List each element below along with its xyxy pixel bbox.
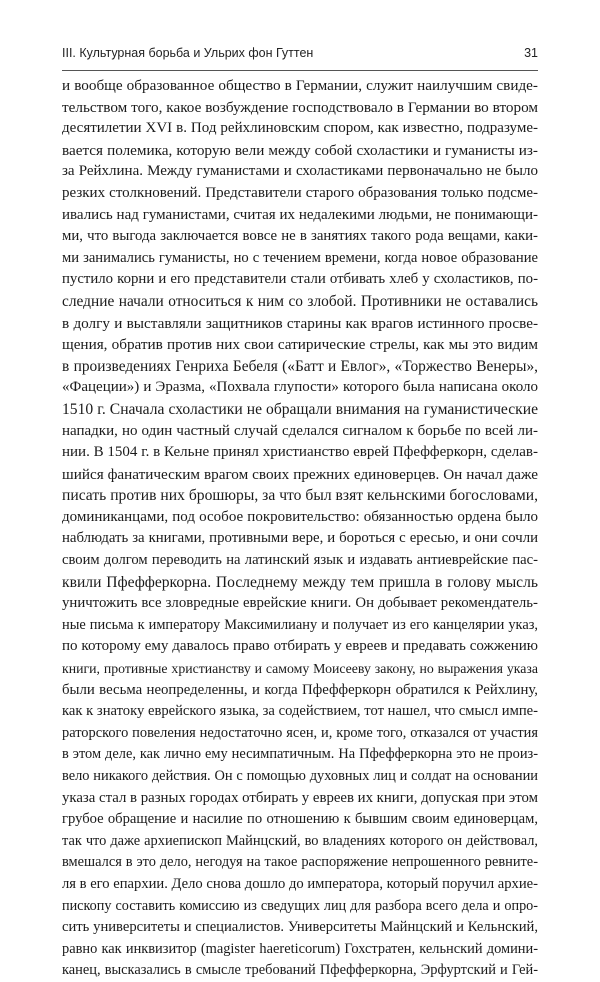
text-line: ми занимались гуманисты, но с течением времени, когда новое образование bbox=[62, 249, 538, 266]
text-line: доминиканцами, под особое покровительство: обязанностью ордена было bbox=[62, 508, 538, 525]
text-line: раторского повеления недостаточно ясен, и, кроме того, отказался от участия bbox=[62, 724, 538, 741]
text-line: 1510 г. Сначала схоластики не обращали внимания на гуманистические bbox=[62, 400, 538, 418]
text-line: канец, высказались в смысле требований Пфефферкорна, Эрфуртский и Гей- bbox=[62, 962, 538, 979]
text-line: «Фацеции») и Эразма, «Похвала глупости» которого была написана около bbox=[62, 379, 538, 396]
text-line: и вообще образованное общество в Германии, служит наилучшим свиде- bbox=[62, 77, 538, 94]
text-line: ля в его епархии. Дело снова дошло до императора, который поручил архие- bbox=[62, 875, 538, 892]
text-line: грубое обращение и насилие по отношению к бывшим своим единоверцам, bbox=[62, 811, 538, 828]
text-line: ные письма к императору Максимилиану и получает из его канцелярии указ, bbox=[62, 616, 538, 633]
text-line: по которому ему давалось право отбирать у евреев и предавать сожжению bbox=[62, 638, 538, 655]
text-line: пустило корни и его представители стали отбивать хлеб у схоластиков, по- bbox=[62, 271, 538, 288]
text-line: вается полемика, которую вели между собой схоластики и гуманисты из- bbox=[62, 141, 538, 159]
running-header bbox=[62, 46, 538, 64]
text-line: равно как инквизитор (magister haereticorum) Гохстратен, кельнский домини- bbox=[62, 940, 538, 957]
text-line: вело никакого действия. Он с помощью духовных лиц и солдат на основании bbox=[62, 768, 538, 784]
text-line: квили Пфефферкорна. Последнему между тем пришла в голову мысль bbox=[62, 573, 538, 591]
text-line: в произведениях Генриха Бебеля («Батт и Евлог», «Торжество Венеры», bbox=[62, 357, 538, 375]
text-line: как к знатоку еврейского языка, за содействием, тот нашел, что смысл импе- bbox=[62, 703, 538, 720]
text-line: своим долгом переводить на латинский язык и издавать антиеврейские пас- bbox=[62, 552, 538, 569]
text-line: шийся фанатическим врагом своих прежних единоверцев. Он начал даже bbox=[62, 465, 538, 483]
text-line: указа стал в разных городах отбирать у евреев их книги, допуская при этом bbox=[62, 789, 538, 806]
text-line: тельством того, какое возбуждение господствовало в Германии во втором bbox=[62, 98, 538, 116]
chapter-title: III. Культурная борьба и Ульрих фон Гуттен bbox=[62, 46, 314, 60]
body-text bbox=[62, 75, 538, 982]
text-line: вмешался в это дело, негодуя на такое распоряжение непрошенного ревните- bbox=[62, 854, 538, 871]
text-line: десятилетии XVI в. Под рейхлиновским спором, как известно, подразуме- bbox=[62, 120, 538, 137]
text-line: следние начали относиться к ним со злобой. Противники не оставались bbox=[62, 292, 538, 310]
text-line: щения, обратив против них свои сатирические стрелы, как мы это видим bbox=[62, 336, 538, 354]
text-line: за Рейхлина. Между гуманистами и схоластиками первоначально не было bbox=[62, 163, 538, 180]
page-number: 31 bbox=[524, 46, 538, 60]
text-line: ми, что выгода заключается вовсе не в занятиях такого рода вещами, каки- bbox=[62, 228, 538, 245]
text-line: книги, противные христианству и самому Моисееву закону, но выражения указа bbox=[62, 661, 538, 677]
text-line: в этом деле, как лично ему несимпатичным. На Пфефферкорна это не произ- bbox=[62, 746, 538, 763]
text-line: так что даже архиепископ Майнцский, во владениях которого он действовал, bbox=[62, 832, 538, 849]
text-line: нападки, но один частный случай сделался сигналом к борьбе по всей ли- bbox=[62, 422, 538, 439]
text-line: в долгу и выставляли защитников старины как врагов истинного просве- bbox=[62, 314, 538, 332]
text-line: уничтожить все зловредные еврейские книги. Он добывает рекомендатель- bbox=[62, 595, 538, 612]
text-line: были весьма неопределенны, и когда Пфефферкорн обратился к Рейхлину, bbox=[62, 681, 538, 698]
text-line: наблюдать за книгами, противными вере, и бороться с ересью, и они сочли bbox=[62, 530, 538, 547]
text-line: сить университеты и специалистов. Университеты Майнцский и Кельнский, bbox=[62, 919, 538, 936]
text-line: ивались над гуманистами, считая их недалекими людьми, не понимающи- bbox=[62, 206, 538, 223]
text-line: пископу составить комиссию из сведущих лиц для разбора всего дела и опро- bbox=[62, 897, 538, 914]
text-line: резких столкновений. Представители старого образования только подсме- bbox=[62, 184, 538, 201]
text-line: писать против них брошюры, за что был взят кельнскими богословами, bbox=[62, 487, 538, 505]
text-line: нии. В 1504 г. в Кельне принял христианство еврей Пфефферкорн, сделав- bbox=[62, 444, 538, 461]
header-rule bbox=[62, 70, 538, 71]
